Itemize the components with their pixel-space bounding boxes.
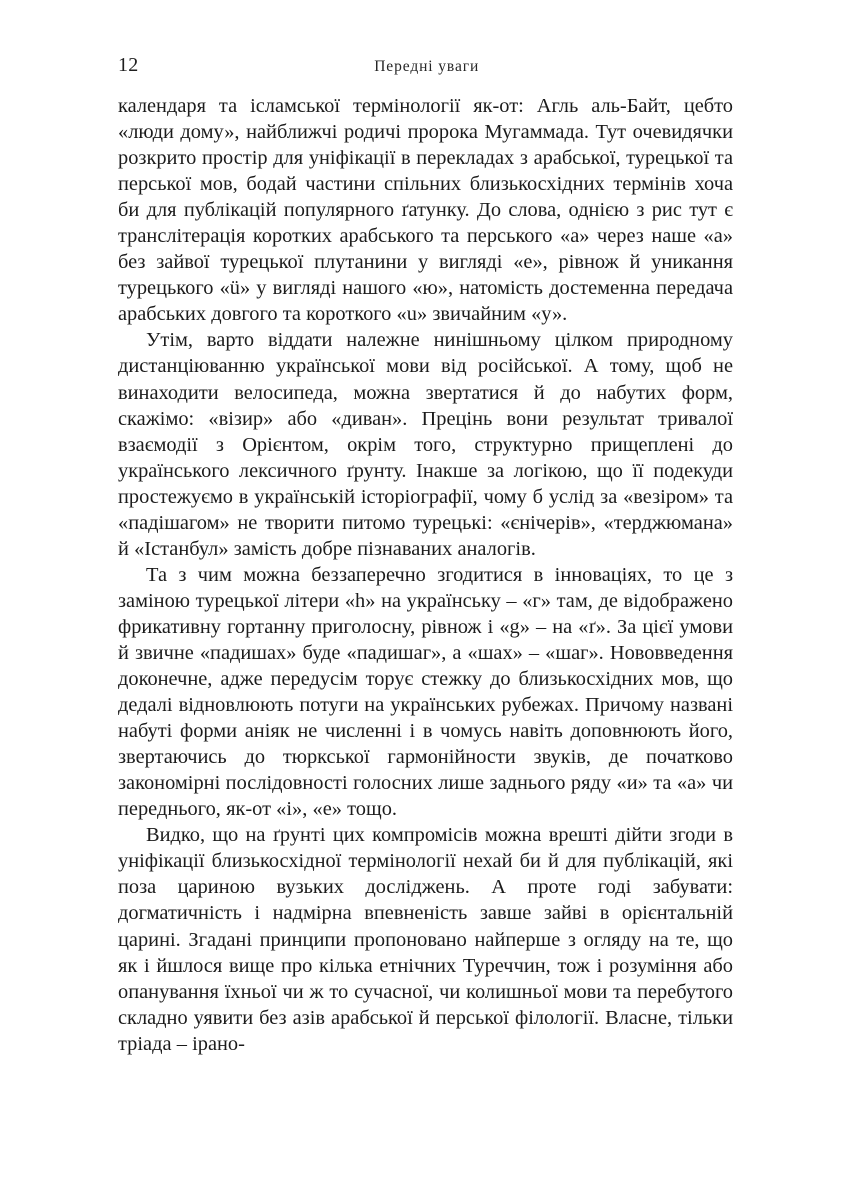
running-title: Передні уваги: [374, 58, 480, 75]
paragraph-4: Видко, що на ґрунті цих компромісів можна врешті дійти згоди в уніфікації близькосхідної термінології нехай би й для публікацій, які поза цариною вузьких досліджень. А проте годі забувати: догматичність і надмірна впевненість завше зайві в орієнтальній царині. Згадані принципи пропоновано найперше з огляду на те, що як і йшлося вище про кілька етнічних Туреччин, тож і розуміння або опанування їхньої чи ж то сучасної, чи колишньої мови та перебутого складно уявити без азів арабської й перської філології. Власне, тільки тріада – ірано-: [118, 824, 733, 1055]
page-number: 12: [118, 54, 139, 76]
running-head: [118, 52, 733, 78]
body-text-block: [118, 93, 733, 1057]
paragraph-3: Та з чим можна беззаперечно згодитися в інноваціях, то це з заміною турецької літери «h» на українську – «г» там, де відображено фрикативну гортанну приголосну, рівнож і «g» – на «ґ». За цієї умови й звичне «падишах» буде «падишаг», а «шах» – «шаг». Нововведення доконечне, адже передусім торує стежку до близькосхідних мов, що дедалі відновлюють потуги на українських рубежах. Причому названі набуті форми аніяк не численні і в чомусь навіть доповнюють його, звертаючись до тюркської гармонійности звуків, де початково закономірні послідовності голосних лише заднього ряду «и» та «а» чи переднього, як-от «і», «е» тощо.: [118, 563, 733, 821]
paragraph-2: Утім, варто віддати належне нинішньому цілком природному дистанціюванню української мови від російської. А тому, щоб не винаходити велосипеда, можна звертатися й до набутих форм, скажімо: «візир» або «диван». Прецінь вони результат тривалої взаємодії з Орієнтом, окрім того, структурно прищеплені до українського лексичного ґрунту. Інакше за логікою, що її подекуди простежуємо в українській історіографії, чому б услід за «везіром» та «падішагом» не творити питомо турецькі: «єнічерів», «терджюмана» й «Істанбул» замість добре пізнаваних аналогів.: [118, 329, 733, 560]
paragraph-1: календаря та ісламської термінології як-от: Агль аль-Байт, цебто «люди дому», найближчі родичі пророка Мугаммада. Тут очевидячки розкрито простір для уніфікації в перекладах з арабської, турецької та перської мов, бодай частини спільних близькосхідних термінів хоча би для публікацій популярного ґатунку. До слова, однією з рис тут є транслітерація коротких арабського та перського «а» через наше «а» без зайвої турецької плутанини у вигляді «е», рівнож й уникання турецького «ü» у вигляді нашого «ю», натомість достеменна передача арабських довгого та короткого «u» звичайним «у».: [118, 95, 733, 326]
